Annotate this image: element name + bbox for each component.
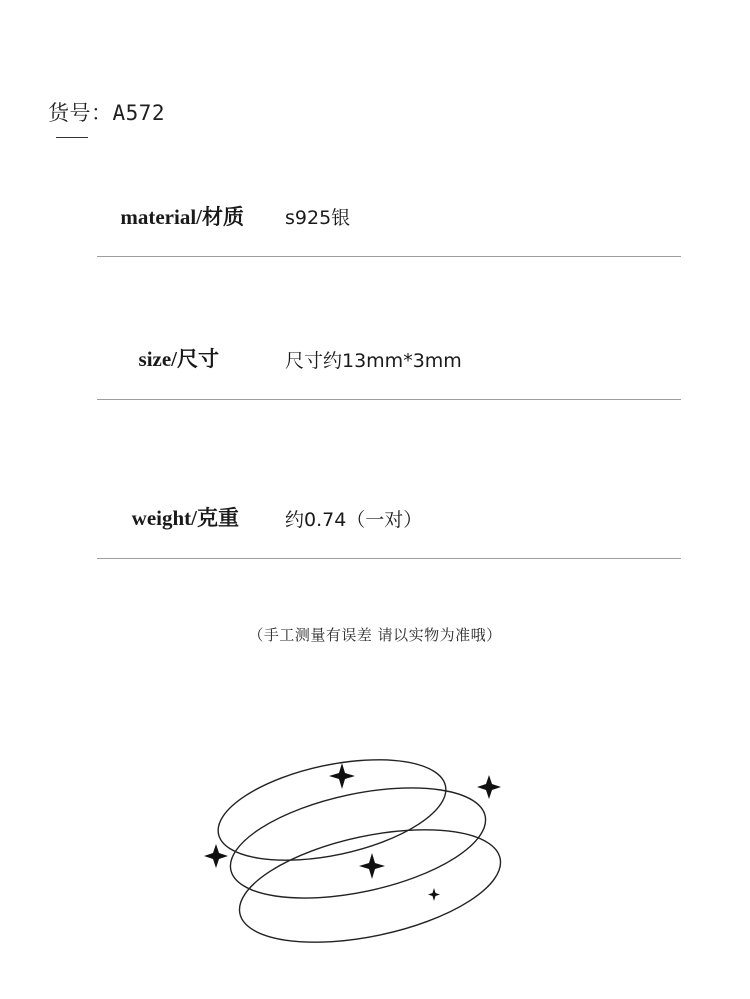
measurement-note: （手工测量有误差 请以实物为准哦） bbox=[248, 626, 502, 644]
spec-divider bbox=[97, 558, 681, 559]
ring-outline bbox=[230, 809, 511, 955]
item-number-underline bbox=[56, 137, 88, 138]
spec-row-material bbox=[97, 200, 681, 257]
spec-value-weight: 约0.74（一对） bbox=[285, 509, 423, 531]
ring-outline bbox=[221, 768, 496, 918]
spec-divider bbox=[97, 399, 681, 400]
spec-label-weight: weight/克重 bbox=[131, 506, 239, 530]
sparkle-icon bbox=[204, 844, 228, 868]
spec-row-weight bbox=[97, 502, 681, 559]
ring-outline bbox=[209, 745, 455, 878]
item-number: 货号：A572 bbox=[48, 101, 166, 125]
spec-label-size: size/尺寸 bbox=[138, 347, 219, 371]
spec-value-size: 尺寸约13mm*3mm bbox=[285, 350, 462, 372]
spec-divider bbox=[97, 256, 681, 257]
rings-with-sparkles-icon bbox=[195, 745, 535, 955]
sparkle-icon bbox=[428, 888, 440, 901]
spec-row-size bbox=[97, 343, 681, 400]
spec-value-material: s925银 bbox=[285, 207, 351, 229]
sparkle-icon bbox=[477, 775, 501, 799]
sparkle-icon bbox=[359, 853, 385, 879]
sparkle-icon bbox=[329, 763, 355, 789]
spec-label-material: material/材质 bbox=[120, 205, 244, 229]
